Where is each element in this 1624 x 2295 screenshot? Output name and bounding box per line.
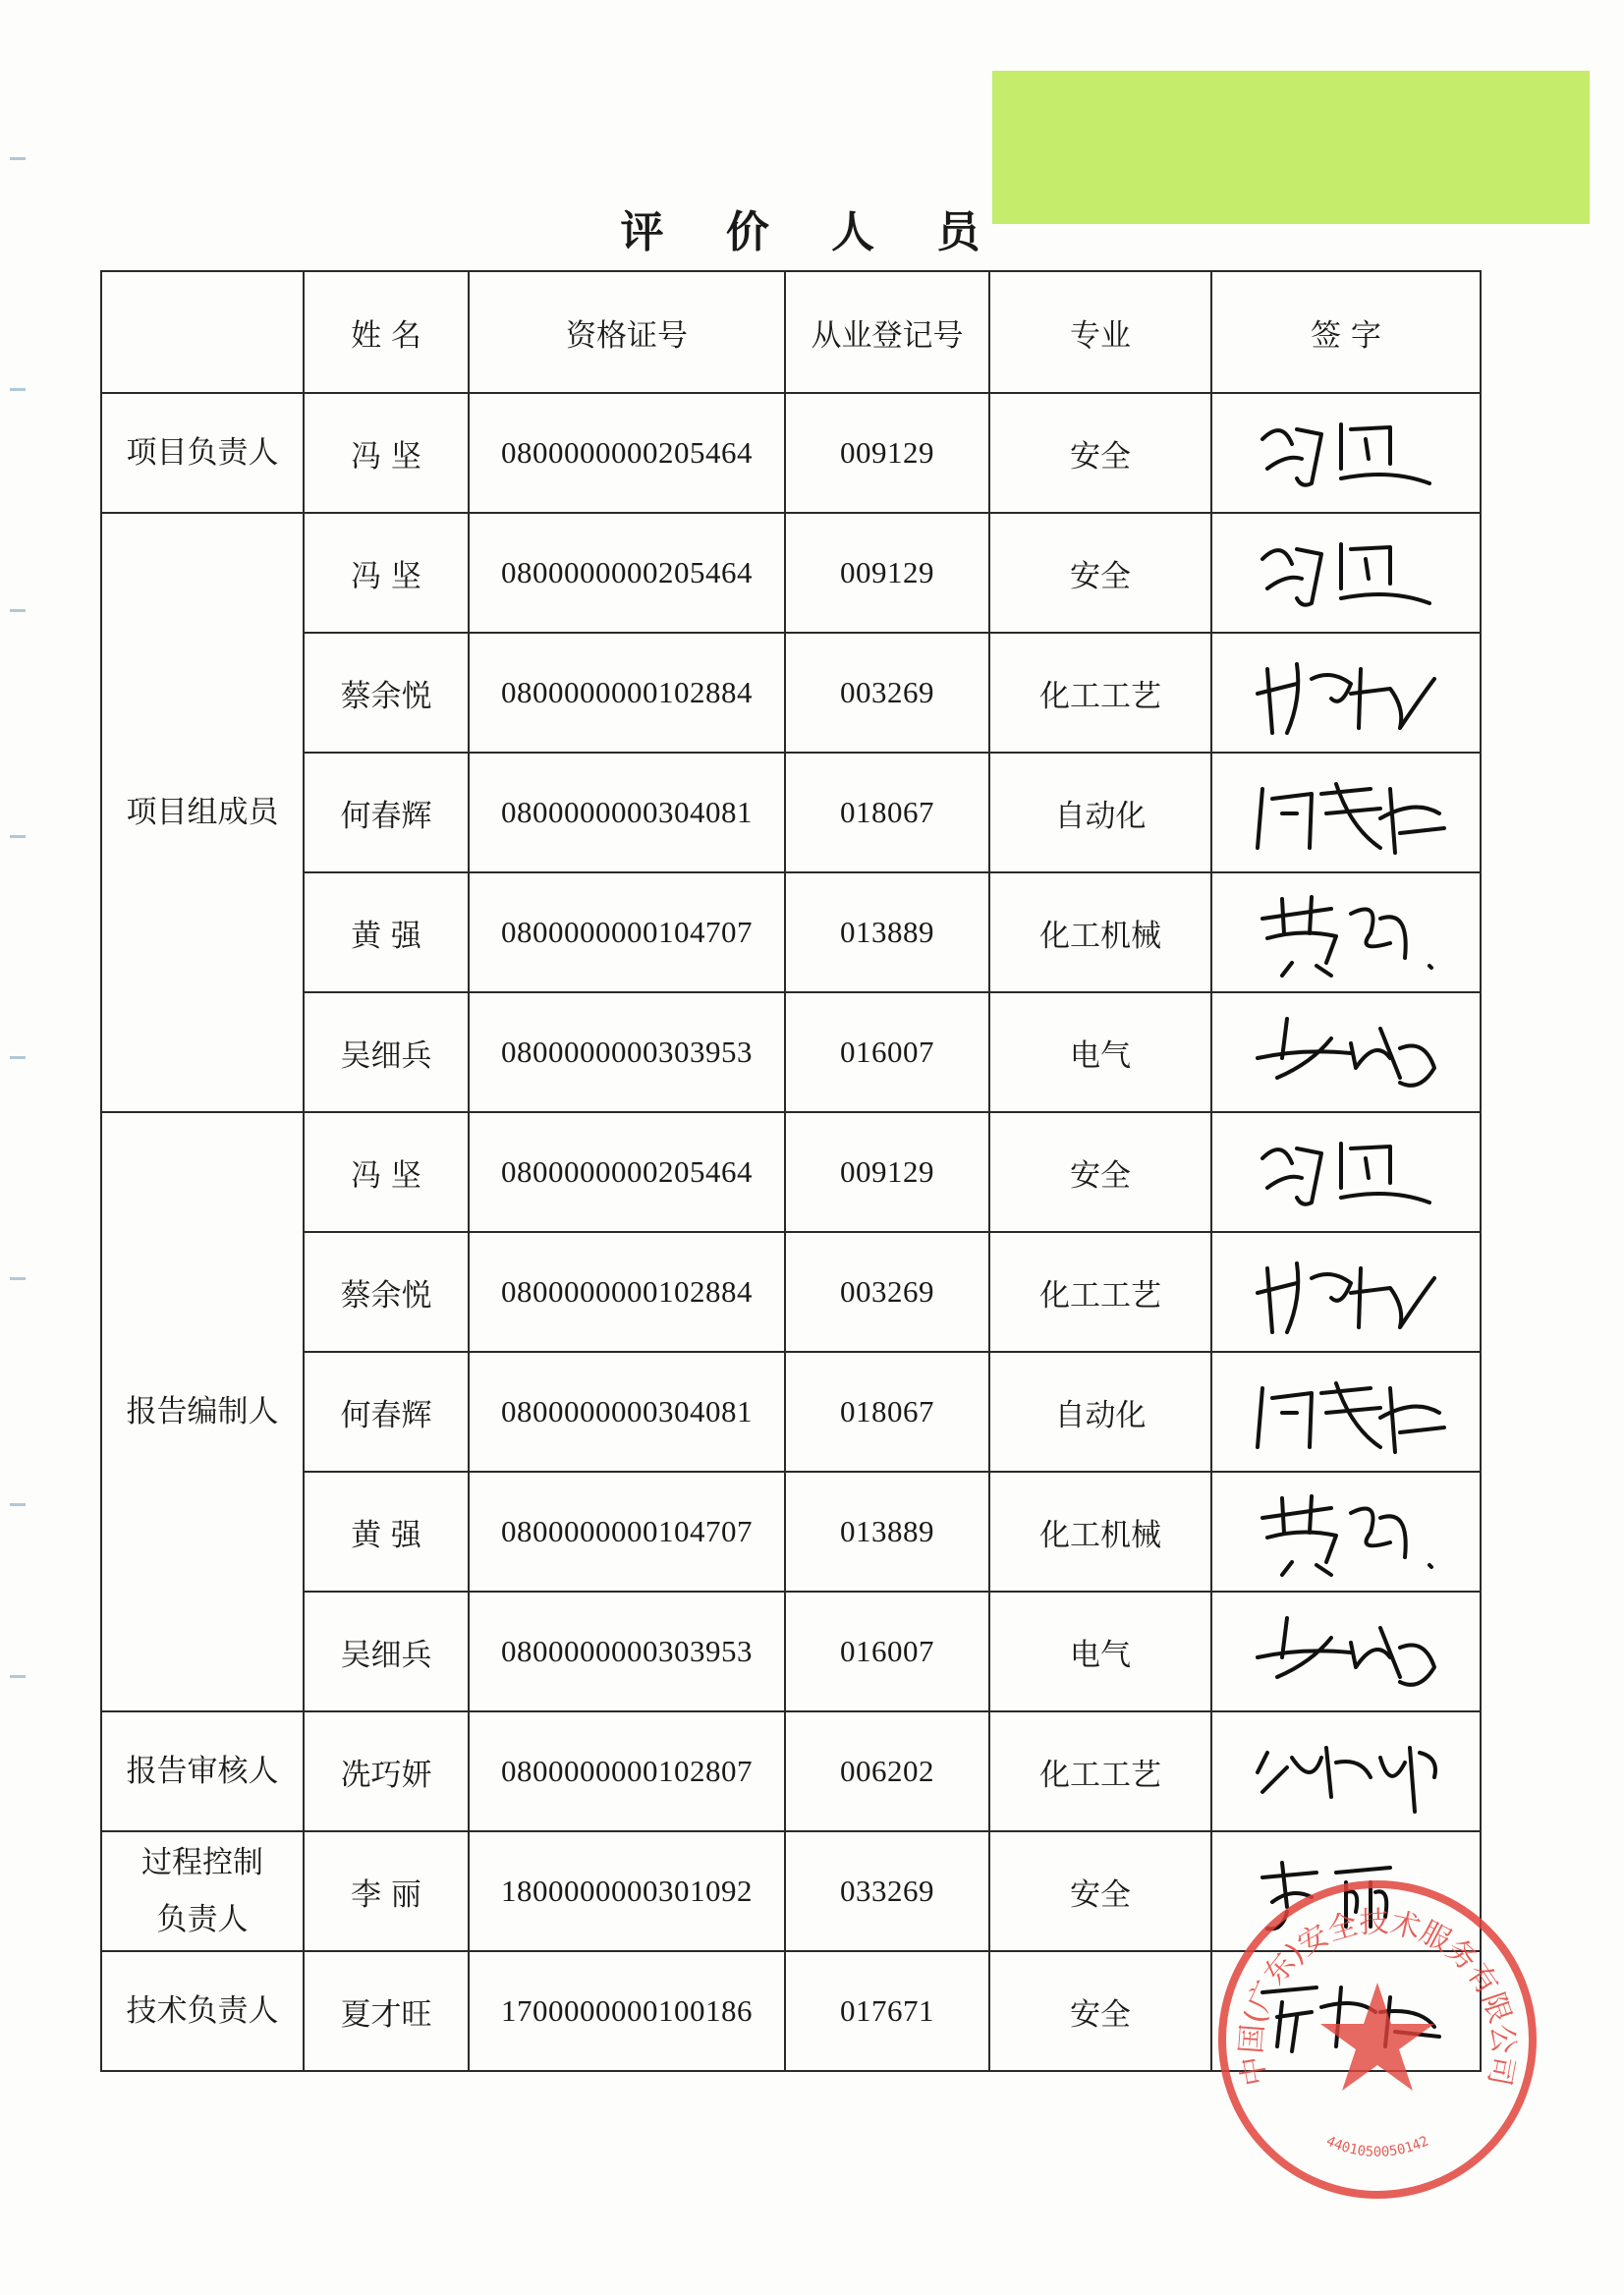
major-cell: 自动化 [989, 1352, 1211, 1472]
handwritten-signature [1243, 879, 1449, 978]
handwritten-signature [1243, 1838, 1449, 1936]
reg-number-cell: 009129 [785, 393, 989, 513]
header-row [101, 271, 1481, 393]
svg-text:4401050050142 [1323, 2133, 1430, 2159]
signature-cell [1211, 1232, 1481, 1352]
name-cell: 蔡余悦 [304, 1232, 469, 1352]
role-cell: 报告编制人 [101, 1112, 304, 1711]
reg-number-cell: 009129 [785, 513, 989, 633]
cert-number-cell: 1700000000100186 [469, 1951, 785, 2071]
signature-cell [1211, 753, 1481, 872]
name-cell: 黄 强 [304, 1472, 469, 1592]
reg-number-cell: 016007 [785, 992, 989, 1112]
cert-number-cell: 0800000000304081 [469, 1352, 785, 1472]
personnel-table [100, 270, 1482, 2072]
signature-cell [1211, 1352, 1481, 1472]
handwritten-signature [1243, 999, 1449, 1097]
cert-number-cell: 0800000000104707 [469, 1472, 785, 1592]
role-line-2: 负责人 [156, 1902, 249, 1937]
table-row [101, 753, 1481, 872]
reg-number-cell: 013889 [785, 1472, 989, 1592]
name-cell: 何春辉 [304, 1352, 469, 1472]
edge-mark [10, 1056, 26, 1059]
edge-mark [10, 1277, 26, 1280]
signature-cell [1211, 872, 1481, 992]
name-cell: 吴细兵 [304, 1592, 469, 1711]
table-row [101, 1831, 1481, 1951]
personnel-table-body [101, 271, 1481, 2071]
major-cell: 安全 [989, 1831, 1211, 1951]
seal-number: 4401050050142 [1323, 2133, 1431, 2160]
major-cell: 自动化 [989, 753, 1211, 872]
name-cell: 夏才旺 [304, 1951, 469, 2071]
handwritten-signature [1243, 1958, 1449, 2056]
major-cell: 化工机械 [989, 872, 1211, 992]
reg-number-cell: 009129 [785, 1112, 989, 1232]
handwritten-signature [1243, 640, 1449, 738]
handwritten-signature [1243, 1119, 1449, 1217]
cert-number-cell: 0800000000303953 [469, 992, 785, 1112]
major-cell: 电气 [989, 1592, 1211, 1711]
name-cell: 冯 坚 [304, 393, 469, 513]
cert-number-cell: 0800000000102884 [469, 1232, 785, 1352]
header-reg: 从业登记号 [785, 271, 989, 393]
cert-number-cell: 0800000000205464 [469, 513, 785, 633]
signature-cell [1211, 992, 1481, 1112]
handwritten-signature [1243, 1479, 1449, 1577]
role-cell: 技术负责人 [101, 1951, 304, 2071]
handwritten-signature [1243, 1718, 1449, 1817]
table-row [101, 872, 1481, 992]
cert-number-cell: 1800000000301092 [469, 1831, 785, 1951]
major-cell: 电气 [989, 992, 1211, 1112]
signature-cell [1211, 1831, 1481, 1951]
edge-mark [10, 609, 26, 612]
major-cell: 化工工艺 [989, 633, 1211, 753]
table-row [101, 1711, 1481, 1831]
seal-text: 中国(广东)安全技术服务有限公司 [1234, 1905, 1521, 2089]
table-row [101, 1951, 1481, 2071]
cert-number-cell: 0800000000205464 [469, 393, 785, 513]
major-cell: 化工机械 [989, 1472, 1211, 1592]
header-name: 姓 名 [304, 271, 469, 393]
name-cell: 何春辉 [304, 753, 469, 872]
reg-number-cell: 018067 [785, 1352, 989, 1472]
reg-number-cell: 016007 [785, 1592, 989, 1711]
table-row [101, 1232, 1481, 1352]
header-cert: 资格证号 [469, 271, 785, 393]
name-cell: 吴细兵 [304, 992, 469, 1112]
edge-mark [10, 835, 26, 838]
table-row [101, 513, 1481, 633]
signature-cell [1211, 633, 1481, 753]
name-cell: 冼巧妍 [304, 1711, 469, 1831]
reg-number-cell: 006202 [785, 1711, 989, 1831]
cert-number-cell: 0800000000205464 [469, 1112, 785, 1232]
cert-number-cell: 0800000000102884 [469, 633, 785, 753]
handwritten-signature [1243, 520, 1449, 618]
edge-mark [10, 388, 26, 391]
table-row [101, 992, 1481, 1112]
signature-cell [1211, 393, 1481, 513]
reg-number-cell: 013889 [785, 872, 989, 992]
header-signature: 签 字 [1211, 271, 1481, 393]
table-row [101, 1472, 1481, 1592]
page-title: 评 价 人 员 [620, 207, 1004, 257]
name-cell: 黄 强 [304, 872, 469, 992]
cert-number-cell: 0800000000102807 [469, 1711, 785, 1831]
signature-cell [1211, 1472, 1481, 1592]
table-row [101, 1592, 1481, 1711]
edge-mark [10, 1503, 26, 1506]
reg-number-cell: 003269 [785, 633, 989, 753]
handwritten-signature [1243, 759, 1449, 858]
cert-number-cell: 0800000000303953 [469, 1592, 785, 1711]
handwritten-signature [1243, 1598, 1449, 1697]
signature-cell [1211, 1951, 1481, 2071]
edge-mark [10, 157, 26, 160]
major-cell: 安全 [989, 1112, 1211, 1232]
header-cell-blank [101, 271, 304, 393]
signature-cell [1211, 1592, 1481, 1711]
reg-number-cell: 017671 [785, 1951, 989, 2071]
name-cell: 蔡余悦 [304, 633, 469, 753]
table-row [101, 393, 1481, 513]
major-cell: 安全 [989, 513, 1211, 633]
name-cell: 冯 坚 [304, 1112, 469, 1232]
cert-number-cell: 0800000000304081 [469, 753, 785, 872]
signature-cell [1211, 1711, 1481, 1831]
table-row [101, 1112, 1481, 1232]
cert-number-cell: 0800000000104707 [469, 872, 785, 992]
reg-number-cell: 018067 [785, 753, 989, 872]
handwritten-signature [1243, 400, 1449, 498]
major-cell: 化工工艺 [989, 1711, 1211, 1831]
handwritten-signature [1243, 1359, 1449, 1457]
role-cell: 项目负责人 [101, 393, 304, 513]
role-cell: 项目组成员 [101, 513, 304, 1112]
role-cell [101, 1831, 304, 1951]
role-line-1: 过程控制 [141, 1845, 263, 1880]
name-cell: 李 丽 [304, 1831, 469, 1951]
reg-number-cell: 003269 [785, 1232, 989, 1352]
reg-number-cell: 033269 [785, 1831, 989, 1951]
edge-mark [10, 1675, 26, 1678]
header-major: 专业 [989, 271, 1211, 393]
major-cell: 化工工艺 [989, 1232, 1211, 1352]
table-row [101, 1352, 1481, 1472]
handwritten-signature [1243, 1239, 1449, 1337]
signature-cell [1211, 1112, 1481, 1232]
major-cell: 安全 [989, 393, 1211, 513]
major-cell: 安全 [989, 1951, 1211, 2071]
table-row [101, 633, 1481, 753]
name-cell: 冯 坚 [304, 513, 469, 633]
role-cell: 报告审核人 [101, 1711, 304, 1831]
signature-cell [1211, 513, 1481, 633]
